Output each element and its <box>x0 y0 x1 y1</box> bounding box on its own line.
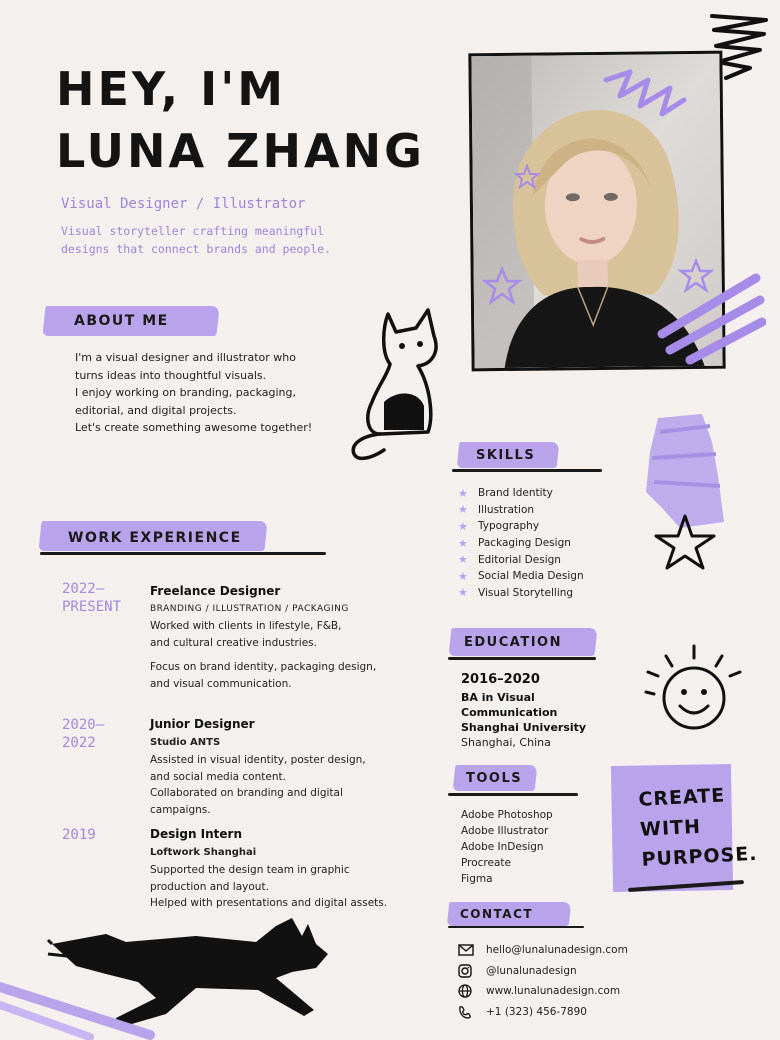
job-description <box>150 752 400 818</box>
job-years-start: 2022– <box>62 581 105 597</box>
work-label-underline <box>40 552 326 555</box>
motto-text <box>637 779 759 875</box>
job-years-start: 2019 <box>62 827 96 843</box>
education-label: EDUCATION <box>464 635 562 650</box>
job-desc-line: Assisted in visual identity, poster design, <box>150 754 366 766</box>
motto-line: CREATE <box>637 784 726 811</box>
education-school: Shanghai University <box>461 721 587 734</box>
contact-website[interactable] <box>458 981 658 1002</box>
skills-list <box>458 485 608 601</box>
about-line: I'm a visual designer and illustrator who <box>75 351 296 364</box>
star-doodle-icon <box>652 512 718 572</box>
contact-email-text[interactable]: hello@lunalunadesign.com <box>486 944 628 957</box>
hero-title <box>56 58 456 182</box>
tagline <box>61 222 361 258</box>
job-years-end: 2022 <box>62 735 96 751</box>
about-line: Let's create something awesome together! <box>75 421 313 434</box>
skill-label: Brand Identity <box>478 487 553 500</box>
purple-star-icon <box>482 266 522 306</box>
tool-item: Adobe Illustrator <box>461 825 549 837</box>
education-entry <box>461 672 631 750</box>
job-desc-line: Helped with presentations and digital assets. <box>150 897 388 909</box>
tagline-line-1: Visual storyteller crafting meaningful <box>61 224 325 238</box>
purple-paint-stroke-portrait <box>656 270 766 366</box>
job-desc-line: Focus on brand identity, packaging design, <box>150 661 377 673</box>
star-icon: ★ <box>458 503 468 517</box>
star-icon: ★ <box>458 486 468 500</box>
job-years <box>62 580 121 616</box>
tools-label-underline <box>448 793 578 796</box>
skills-label: SKILLS <box>476 448 536 463</box>
hero-title-line-1: HEY, I'M <box>56 62 287 116</box>
smiley-icon <box>640 640 750 740</box>
skill-label: Typography <box>478 520 540 533</box>
phone-icon <box>458 1005 486 1019</box>
job-title: Freelance Designer <box>150 584 281 598</box>
purple-star-icon <box>514 164 540 190</box>
job-desc-line: and cultural creative industries. <box>150 636 317 649</box>
star-icon: ★ <box>458 586 468 600</box>
contact-phone[interactable] <box>458 1002 658 1023</box>
job-title: Junior Designer <box>150 717 255 731</box>
job-years <box>62 716 104 752</box>
star-icon: ★ <box>458 569 468 583</box>
job-desc-line: Collaborated on branding and digital campaigns. <box>150 787 343 816</box>
contact-list <box>458 940 658 1022</box>
job-desc-line: Supported the design team in graphic <box>150 864 350 876</box>
contact-label-underline <box>448 926 584 928</box>
tools-list <box>461 807 611 887</box>
about-line: turns ideas into thoughtful visuals. <box>75 368 267 382</box>
job-years <box>62 826 96 844</box>
job-title: Design Intern <box>150 827 243 841</box>
skill-label: Illustration <box>478 503 535 516</box>
contact-instagram[interactable] <box>458 961 658 982</box>
job-entry <box>150 827 400 912</box>
education-degree: BA in Visual Communication <box>461 691 558 719</box>
job-description <box>150 618 400 651</box>
job-years-end: PRESENT <box>62 599 122 615</box>
about-line: editorial, and digital projects. <box>75 403 237 417</box>
job-entry <box>150 584 400 692</box>
contact-email[interactable] <box>458 940 658 961</box>
job-desc-line: and visual communication. <box>150 677 292 690</box>
skill-item <box>458 518 608 535</box>
star-icon: ★ <box>458 519 468 533</box>
education-label-underline <box>448 657 596 660</box>
motto-line: WITH <box>639 815 702 841</box>
skill-item <box>458 535 608 552</box>
skill-item <box>458 502 608 519</box>
tool-item: Figma <box>461 873 493 885</box>
skill-item <box>458 568 608 585</box>
about-label: ABOUT ME <box>74 313 169 329</box>
star-icon: ★ <box>458 553 468 567</box>
tool-item: Procreate <box>461 857 511 869</box>
skill-item <box>458 485 608 502</box>
skill-item <box>458 585 608 602</box>
tool-item: Adobe InDesign <box>461 841 544 853</box>
motto-line: PURPOSE. <box>641 842 759 871</box>
role-title: Visual Designer / Illustrator <box>61 196 306 212</box>
tagline-line-2: designs that connect brands and people. <box>61 242 332 256</box>
job-subtitle: Loftwork Shanghai <box>150 847 257 858</box>
contact-phone-text[interactable]: +1 (323) 456-7890 <box>486 1005 587 1018</box>
job-subtitle: BRANDING / ILLUSTRATION / PACKAGING <box>150 604 349 614</box>
job-desc-line: Worked with clients in lifestyle, F&B, <box>150 620 342 632</box>
job-description <box>150 659 400 692</box>
contact-website-text[interactable]: www.lunalunadesign.com <box>486 985 621 998</box>
job-description <box>150 862 400 912</box>
job-years-start: 2020– <box>62 717 105 733</box>
tool-item: Adobe Photoshop <box>461 809 553 821</box>
tools-label: TOOLS <box>466 771 523 786</box>
job-entry <box>150 717 400 818</box>
star-icon: ★ <box>458 536 468 550</box>
mail-icon <box>458 944 486 956</box>
hero-title-line-2: LUNA ZHANG <box>56 124 425 178</box>
education-location: Shanghai, China <box>461 736 551 749</box>
about-text <box>75 349 375 437</box>
globe-icon <box>458 984 486 998</box>
instagram-icon <box>458 964 486 978</box>
about-line: I enjoy working on branding, packaging, <box>75 386 296 399</box>
work-label: WORK EXPERIENCE <box>68 530 242 546</box>
education-years: 2016–2020 <box>461 672 540 687</box>
skill-label: Packaging Design <box>478 537 571 550</box>
job-subtitle: Studio ANTS <box>150 737 221 748</box>
skill-label: Visual Storytelling <box>478 586 574 599</box>
contact-instagram-text[interactable]: @lunalunadesign <box>486 964 577 977</box>
skill-label: Editorial Design <box>478 553 561 566</box>
skill-item <box>458 551 608 568</box>
contact-label: CONTACT <box>460 907 534 921</box>
purple-scribble-top <box>600 66 690 122</box>
skills-label-underline <box>452 469 602 472</box>
skill-label: Social Media Design <box>478 570 584 583</box>
job-desc-line: and social media content. <box>150 770 286 783</box>
job-desc-line: production and layout. <box>150 880 269 893</box>
purple-stroke-bottom-left <box>0 975 170 1040</box>
